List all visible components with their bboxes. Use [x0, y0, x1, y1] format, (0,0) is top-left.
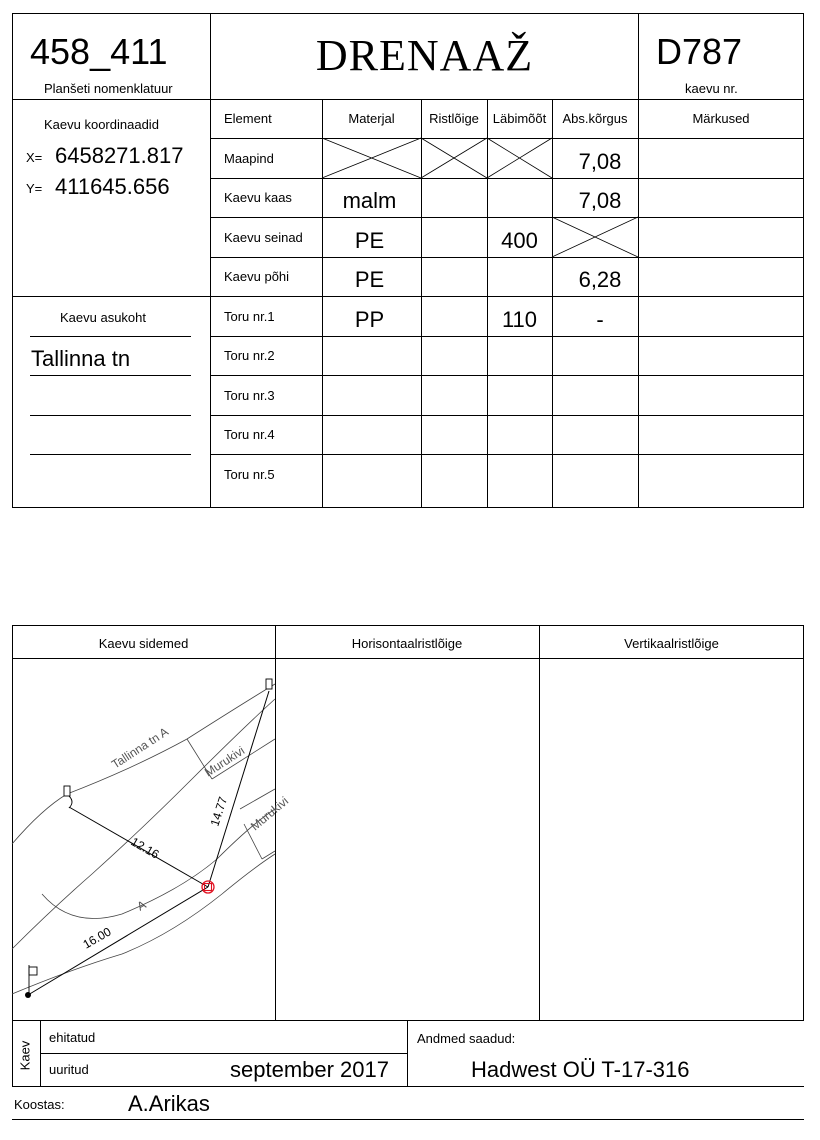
coords-label: Kaevu koordinaadid	[44, 117, 159, 132]
col-header-diameter: Läbimõõt	[492, 111, 547, 126]
table-cell-abs-height: 7,08	[578, 188, 622, 213]
table-cell-material: PE	[354, 228, 385, 253]
table-cell-material: PE	[354, 267, 385, 292]
map-street-label: Tallinna tn A	[109, 724, 171, 772]
well-number-label: kaevu nr.	[685, 81, 738, 96]
page-title: DRENAAŽ	[315, 31, 534, 80]
ground-point	[25, 992, 31, 998]
reference-marker	[266, 679, 272, 689]
col-header-element: Element	[224, 111, 272, 126]
data-source-label: Andmed saadud:	[417, 1031, 516, 1046]
table-cell-material: malm	[342, 188, 397, 213]
surveyed-label: uuritud	[49, 1062, 89, 1077]
table-cell-diameter: 110	[501, 307, 538, 332]
well-number: D787	[656, 31, 743, 72]
col-header-cross-section: Ristlõige	[429, 111, 479, 126]
table-cell-material: PP	[354, 307, 385, 332]
location-value: Tallinna tn	[31, 346, 131, 371]
reference-marker	[29, 967, 37, 975]
surveyed-date: september 2017	[230, 1057, 389, 1082]
table-cell-abs-height: 6,28	[578, 267, 622, 292]
table-cell-abs-height: 7,08	[578, 149, 622, 174]
table-row-element: Kaevu seinad	[224, 230, 303, 245]
sheet-code-label: Planšeti nomenklatuur	[44, 81, 173, 96]
location-label: Kaevu asukoht	[60, 310, 147, 325]
built-label: ehitatud	[49, 1030, 96, 1045]
y-value: 411645.656	[55, 174, 170, 199]
panel-title-vertical: Vertikaalristlõige	[624, 636, 719, 651]
map-distance-label: 14.77	[207, 795, 231, 828]
compiled-label: Koostas:	[14, 1097, 65, 1112]
y-label: Y=	[26, 181, 43, 196]
panel-title-horizontal: Horisontaalristlõige	[351, 636, 463, 651]
col-header-abs-height: Abs.kõrgus	[562, 111, 628, 126]
location-sketch	[12, 659, 292, 1020]
kaev-label: Kaev	[17, 1040, 33, 1071]
map-distance-label: 16.00	[80, 924, 114, 952]
x-label: X=	[26, 150, 43, 165]
data-source: Hadwest OÜ T-17-316	[471, 1057, 690, 1082]
compiled-by: A.Arikas	[128, 1091, 210, 1116]
table-row-element: Toru nr.1	[224, 309, 275, 324]
table-cell-diameter: 400	[501, 228, 538, 253]
table-row-element: Toru nr.3	[224, 388, 275, 403]
table-row-element: Kaevu kaas	[224, 190, 292, 205]
map-murukivi-label: Murukivi	[202, 743, 248, 780]
sheet-code: 458_411	[30, 31, 168, 72]
table-row-element: Toru nr.4	[224, 427, 275, 442]
panel-title-links: Kaevu sidemed	[98, 636, 189, 651]
reference-marker	[64, 786, 70, 796]
map-a-label: A	[134, 897, 149, 914]
table-row-element: Toru nr.2	[224, 348, 275, 363]
map-distance-label: 12.16	[128, 834, 162, 862]
map-murukivi-label: Murukivi	[247, 793, 292, 834]
reference-marker	[69, 796, 72, 808]
col-header-material: Materjal	[348, 111, 395, 126]
table-cell-abs-height: -	[596, 307, 604, 332]
table-row-element: Kaevu põhi	[224, 269, 290, 284]
table-row-element: Maapind	[224, 151, 274, 166]
table-row-element: Toru nr.5	[224, 467, 275, 482]
crossed-cells	[0, 0, 820, 520]
col-header-notes: Märkused	[692, 111, 750, 126]
x-value: 6458271.817	[55, 143, 184, 168]
